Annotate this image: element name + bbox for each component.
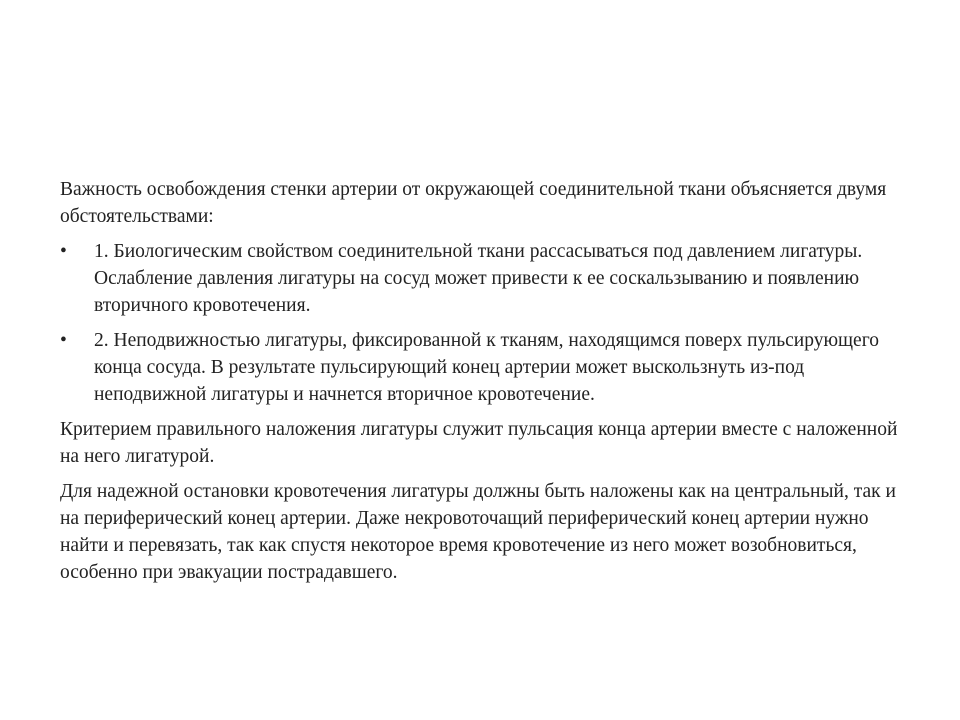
slide-body	[60, 176, 910, 594]
bullet-item-1	[60, 238, 910, 319]
bullet-item-2	[60, 327, 910, 408]
conclusion-paragraph: Для надежной остановки кровотечения лигатуры должны быть наложены как на центральный, так и на периферический конец артерии. Даже некровоточащий периферический конец артерии нужно найти и перевязать, так как спустя некоторое время кровотечение из него может возобновиться, особенно при эвакуации пострадавшего.	[60, 481, 896, 583]
bullet-icon: •	[60, 241, 67, 262]
bullet-text: 2. Неподвижностью лигатуры, фиксированной к тканям, находящимся поверх пульсирующего конца сосуда. В результате пульсирующий конец артерии может выскользнуть из-под неподвижной лигатуры и начнется вторичное кровотечение.	[94, 330, 879, 405]
criterion-paragraph: Критерием правильного наложения лигатуры служит пульсация конца артерии вместе с наложенной на него лигатурой.	[60, 419, 898, 467]
intro-paragraph: Важность освобождения стенки артерии от окружающей соединительной ткани объясняется двумя обстоятельствами:	[60, 179, 887, 227]
bullet-text: 1. Биологическим свойством соединительной ткани рассасываться под давлением лигатуры. Ослабление давления лигатуры на сосуд может привести к ее соскальзыванию и появлению вторичного кровотечения.	[94, 241, 863, 316]
bullet-icon: •	[60, 330, 67, 351]
bullet-list	[60, 238, 910, 408]
